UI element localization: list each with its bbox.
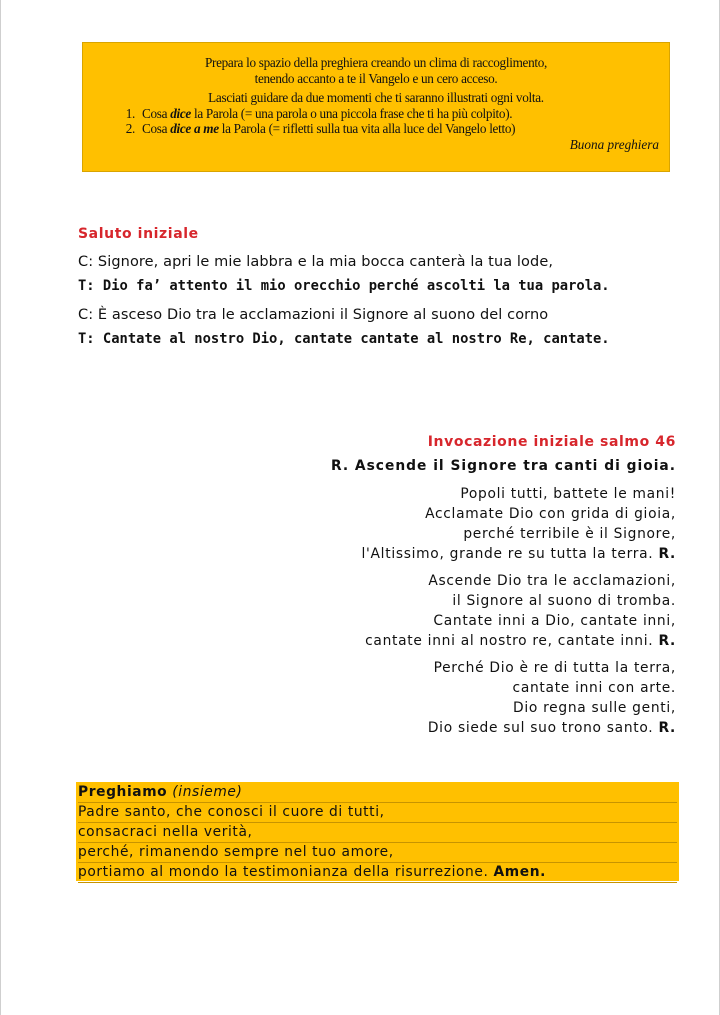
all-response-2: T: Cantate al nostro Dio, cantate cantate al nostro Re, cantate. xyxy=(78,331,610,347)
intro-box xyxy=(82,42,670,172)
intro-list xyxy=(93,106,659,137)
stanza-line: il Signore al suono di tromba. xyxy=(452,593,676,609)
saluto-section xyxy=(78,226,698,349)
prayer-line: Padre santo, che conosci il cuore di tutti, xyxy=(78,803,677,823)
intro-line-1: Prepara lo spazio della preghiera creando un clima di raccoglimento, xyxy=(204,55,548,70)
salmo-section xyxy=(116,434,676,745)
stanza-line: Popoli tutti, battete le mani! xyxy=(460,486,676,502)
amen: Amen. xyxy=(493,864,546,880)
stanza-2 xyxy=(116,571,676,651)
celebrant-line-1: C: Signore, apri le mie labbra e la mia bocca canterà la tua lode, xyxy=(78,254,554,270)
stanza-line: Dio siede sul suo trono santo. R. xyxy=(427,720,676,736)
preghiamo-box xyxy=(76,782,679,881)
prayer-line: perché, rimanendo sempre nel tuo amore, xyxy=(78,843,677,863)
salmo-title: Invocazione iniziale salmo 46 xyxy=(427,434,676,450)
stanza-line: cantate inni al nostro re, cantate inni. R. xyxy=(365,633,676,649)
stanza-line: perché terribile è il Signore, xyxy=(463,526,676,542)
stanza-line: Cantate inni a Dio, cantate inni, xyxy=(433,613,676,629)
all-response-1: T: Dio fa’ attento il mio orecchio perché ascolti la tua parola. xyxy=(78,278,610,294)
prayer-line: consacraci nella verità, xyxy=(78,823,677,843)
page-edge-left xyxy=(0,0,1,1015)
response-mark: R. xyxy=(658,633,676,649)
intro-item-2: 2. Cosa dice a me la Parola (= rifletti sulla tua vita alla luce del Vangelo letto) xyxy=(138,121,659,137)
intro-line-2: tenendo accanto a te il Vangelo e un cero acceso. xyxy=(254,70,498,86)
intro-item-1: 1. Cosa dice la Parola (= una parola o una piccola frase che ti ha più colpito). xyxy=(138,106,659,122)
stanza-line: l'Altissimo, grande re su tutta la terra. R. xyxy=(361,546,676,562)
prayer-line-last: portiamo al mondo la testimonianza della risurrezione. Amen. xyxy=(78,863,677,883)
preghiamo-subtitle: (insieme) xyxy=(172,784,243,800)
stanza-line: Ascende Dio tra le acclamazioni, xyxy=(428,573,676,589)
stanza-3 xyxy=(116,658,676,738)
stanza-line: Dio regna sulle genti, xyxy=(513,700,676,716)
saluto-title: Saluto iniziale xyxy=(78,226,199,242)
intro-closing: Buona preghiera xyxy=(569,136,659,152)
preghiamo-title: Preghiamo xyxy=(78,784,168,800)
stanza-line: Acclamate Dio con grida di gioia, xyxy=(425,506,676,522)
stanza-1 xyxy=(116,484,676,564)
celebrant-line-2: C: È asceso Dio tra le acclamazioni il Signore al suono del corno xyxy=(78,307,549,323)
response-mark: R. xyxy=(658,720,676,736)
stanza-line: Perché Dio è re di tutta la terra, xyxy=(433,660,676,676)
preghiamo-heading xyxy=(78,783,677,803)
salmo-ritornello: R. Ascende il Signore tra canti di gioia. xyxy=(330,458,676,474)
stanza-line: cantate inni con arte. xyxy=(512,680,676,696)
intro-line-3: Lasciati guidare da due momenti che ti saranno illustrati ogni volta. xyxy=(208,90,544,105)
response-mark: R. xyxy=(658,546,676,562)
